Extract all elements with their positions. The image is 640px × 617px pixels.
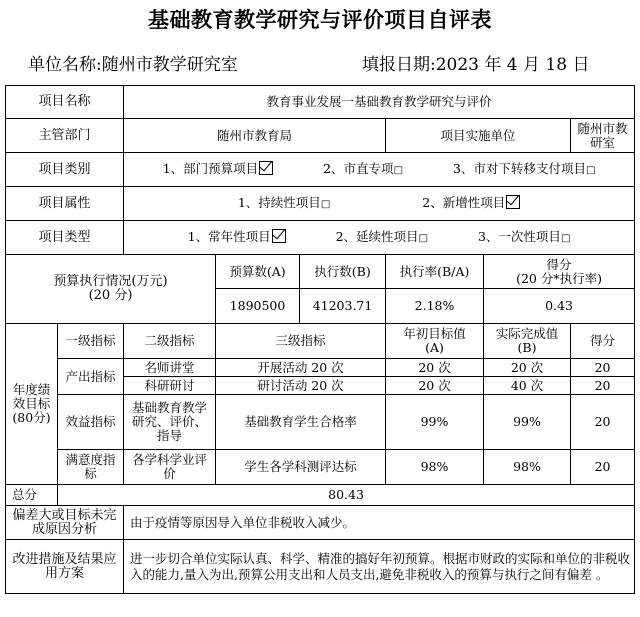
- actual-cell: 99%: [484, 395, 571, 450]
- checkbox-checked-icon[interactable]: [272, 229, 286, 243]
- type-opt2: 2、延续性项目: [335, 229, 419, 244]
- target-cell: 20 次: [386, 359, 484, 377]
- deviation-label: 偏差大或目标未完成原因分析: [6, 506, 124, 540]
- category-opt3: 3、市对下转移支付项目: [452, 161, 586, 176]
- level3-cell: 开展活动 20 次: [216, 359, 386, 377]
- checkbox-empty-icon[interactable]: □: [585, 165, 596, 176]
- total-value: 80.43: [58, 485, 635, 506]
- total-label: 总分: [6, 485, 58, 506]
- unit-value: 随州市教学研究室: [101, 55, 238, 75]
- improve-label: 改进措施及结果应用方案: [6, 540, 124, 594]
- checkbox-empty-icon[interactable]: □: [393, 165, 404, 176]
- deviation-value: 由于疫情等原因导入单位非税收入减少。: [124, 506, 635, 540]
- target-cell: 98%: [386, 450, 484, 485]
- dept-label: 主管部门: [6, 119, 124, 153]
- page-title: 基础教育教学研究与评价项目自评表: [148, 7, 492, 32]
- row-deviation: [6, 506, 635, 540]
- target-cell: 20 次: [386, 377, 484, 395]
- category-options: [124, 153, 635, 187]
- table-row: [6, 450, 635, 485]
- type-options: [124, 221, 635, 255]
- date-line: [362, 50, 589, 75]
- target-cell: 99%: [386, 395, 484, 450]
- level2-cell: 名师讲堂: [124, 359, 216, 377]
- row-budget-header: [6, 255, 635, 289]
- row-type: [6, 221, 635, 255]
- category-opt1: 1、部门预算项目: [162, 161, 259, 176]
- checkbox-empty-icon[interactable]: □: [560, 233, 571, 244]
- col-level1: 一级指标: [58, 324, 124, 359]
- checkbox-checked-icon[interactable]: [259, 161, 273, 175]
- row-improve: [6, 540, 635, 594]
- col-level3: 三级指标: [216, 324, 386, 359]
- attribute-label: 项目属性: [6, 187, 124, 221]
- attribute-opt2: 2、新增性项目: [422, 195, 506, 210]
- checkbox-checked-icon[interactable]: [506, 195, 520, 209]
- rate-value: 2.18%: [386, 289, 484, 324]
- dept-value: 随州市教育局: [124, 119, 386, 153]
- level3-cell: 基础教育学生合格率: [216, 395, 386, 450]
- exec-value: 41203.71: [300, 289, 386, 324]
- impl-label: 项目实施单位: [386, 119, 571, 153]
- col-exec: 执行数(B): [300, 255, 386, 289]
- checkbox-empty-icon[interactable]: □: [418, 233, 429, 244]
- row-attribute: [6, 187, 635, 221]
- row-category: [6, 153, 635, 187]
- attribute-options: [124, 187, 635, 221]
- actual-cell: 98%: [484, 450, 571, 485]
- unit-label: 单位名称:: [28, 55, 102, 75]
- col-rate: 执行率(B/A): [386, 255, 484, 289]
- row-department: [6, 119, 635, 153]
- project-name-label: 项目名称: [6, 86, 124, 119]
- budget-value: 1890500: [216, 289, 300, 324]
- improve-value: 进一步切合单位实际认真、科学、精准的搞好年初预算。根据市财政的实际和单位的非税收入的能力,量入为出,预算公用支出和人员支出,避免非税收入的预算与执行之间有偏差 。: [124, 540, 635, 594]
- category-label: 项目类别: [6, 153, 124, 187]
- type-label: 项目类型: [6, 221, 124, 255]
- level2-cell: 各学科学业评价: [124, 450, 216, 485]
- row-total: [6, 485, 635, 506]
- actual-cell: 20 次: [484, 359, 571, 377]
- actual-cell: 40 次: [484, 377, 571, 395]
- table-row: [6, 395, 635, 450]
- project-name-value: 教育事业发展一基础教育教学研究与评价: [124, 86, 635, 119]
- budget-label: 预算执行情况(万元) (20 分): [6, 255, 216, 324]
- level3-cell: 学生各学科测评达标: [216, 450, 386, 485]
- row-project-name: [6, 86, 635, 119]
- type-opt1: 1、常年性项目: [187, 229, 271, 244]
- score-cell: 20: [571, 450, 635, 485]
- col-score: 得分: [571, 324, 635, 359]
- col-budget-score: 得分 (20 分*执行率): [484, 255, 635, 289]
- budget-score-value: 0.43: [484, 289, 635, 324]
- impl-value: 随州市教研室: [571, 119, 635, 153]
- unit-line: [28, 50, 238, 75]
- date-label: 填报日期:: [362, 55, 436, 75]
- level1-cell: 效益指标: [58, 395, 124, 450]
- category-opt2: 2、市直专项: [323, 161, 394, 176]
- col-budget: 预算数(A): [216, 255, 300, 289]
- score-cell: 20: [571, 395, 635, 450]
- level1-cell: 产出指标: [58, 359, 124, 395]
- level3-cell: 研讨活动 20 次: [216, 377, 386, 395]
- row-performance-header: [6, 324, 635, 359]
- attribute-opt1: 1、持续性项目: [237, 195, 321, 210]
- date-value: 2023 年 4 月 18 日: [435, 55, 590, 75]
- evaluation-table: [5, 85, 635, 594]
- col-level2: 二级指标: [124, 324, 216, 359]
- performance-label: 年度绩效目标(80分): [6, 324, 58, 485]
- type-opt3: 3、一次性项目: [477, 229, 561, 244]
- checkbox-empty-icon[interactable]: □: [320, 199, 331, 210]
- score-cell: 20: [571, 377, 635, 395]
- col-actual: 实际完成值 (B): [484, 324, 571, 359]
- level1-cell: 满意度指标: [58, 450, 124, 485]
- col-target: 年初目标值 (A): [386, 324, 484, 359]
- level2-cell: 科研研讨: [124, 377, 216, 395]
- table-row: [6, 359, 635, 377]
- level2-cell: 基础教育教学研究、评价、指导: [124, 395, 216, 450]
- score-cell: 20: [571, 359, 635, 377]
